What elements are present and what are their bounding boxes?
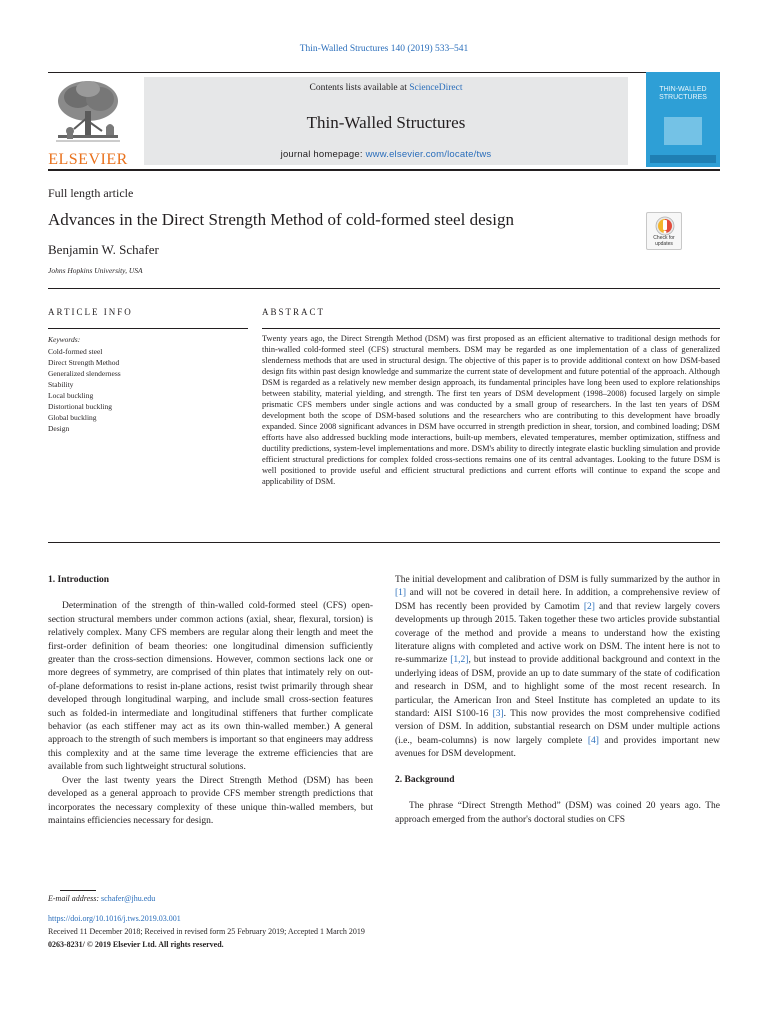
- footnote-email: [48, 894, 155, 903]
- cover-title-line2: STRUCTURES: [659, 94, 707, 101]
- journal-banner: [144, 77, 628, 165]
- keyword-item: Design: [48, 424, 70, 433]
- sciencedirect-link[interactable]: ScienceDirect: [409, 83, 463, 93]
- keyword-item: Global buckling: [48, 413, 97, 422]
- section-heading-introduction: 1. Introduction: [48, 575, 110, 585]
- reference-link-1-2[interactable]: [1,2]: [450, 655, 469, 666]
- text-span: and that review largely covers developments up through 2015. Taken together these two articles provide substantial coverage of the method and provide a means to understand how the existing literature aligns with completed and active work on DSM. The intent here is not to re-summarize: [395, 601, 720, 666]
- elsevier-tree-icon: [50, 77, 126, 149]
- abstract-heading: ABSTRACT: [262, 307, 326, 317]
- check-for-updates-label: [647, 236, 681, 247]
- text-span: and will not be covered in detail here. In addition, a comprehensive review of DSM has recently been provided by Camotim: [395, 588, 720, 612]
- footnote-rule: [60, 890, 96, 891]
- author-name[interactable]: Benjamin W. Schafer: [48, 242, 159, 257]
- journal-title: Thin-Walled Structures: [306, 113, 466, 132]
- copyright-line: 0263-8231/ © 2019 Elsevier Ltd. All rights reserved.: [48, 940, 224, 949]
- masthead: [48, 72, 720, 170]
- reference-link-1[interactable]: [1]: [395, 588, 407, 599]
- section-gap: [395, 762, 720, 774]
- intro-paragraph-2: Over the last twenty years the Direct Strength Method (DSM) has been developed as a general approach to provide CFS member strength predictions that incorporates the necessary complexity of these unique thin-walled members, but maintains efficiencies necessary for design.: [48, 775, 373, 826]
- received-dates: Received 11 December 2018; Received in revised form 25 February 2019; Accepted 1 March 2019: [48, 927, 365, 936]
- article-info-rule: [48, 328, 248, 329]
- text-span: , but instead to provide additional background and context in the underlying ideas of DSM, provide an up to date summary of the state of codification and research in DSM, and to highlight some of the most recent research. In particular, the American Iron and Steel Institute has completed an update to its standard: AISI S100-16: [395, 655, 720, 720]
- keyword-item: Direct Strength Method: [48, 358, 120, 367]
- check-for-updates-button[interactable]: [646, 212, 682, 250]
- text-span: and provides important new avenues for DSM development.: [395, 735, 720, 760]
- abstract-bottom-rule: [48, 542, 720, 543]
- doi-link[interactable]: https://doi.org/10.1016/j.tws.2019.03.001: [48, 914, 181, 923]
- elsevier-wordmark: ELSEVIER: [48, 151, 128, 168]
- check-label-line2: updates: [655, 240, 673, 247]
- article-info-top-rule: [48, 288, 720, 289]
- body-left-column: [48, 574, 373, 828]
- reference-link-4[interactable]: [4]: [587, 735, 599, 746]
- homepage-prefix: journal homepage:: [280, 149, 366, 160]
- journal-homepage-link[interactable]: www.elsevier.com/locate/tws: [365, 149, 492, 160]
- text-span: . This now provides the most comprehensive codified version of DSM. In addition, substantial research on DSM under multiple actions (i.e., beam-columns) is now largely complete: [395, 709, 720, 746]
- intro-paragraph-3: [395, 574, 720, 762]
- elsevier-logo[interactable]: [48, 75, 128, 167]
- author-affiliation: Johns Hopkins University, USA: [48, 266, 143, 275]
- keywords-list: [48, 346, 121, 434]
- section-heading-background: 2. Background: [395, 774, 455, 785]
- intro-paragraph-1: Determination of the strength of thin-walled cold-formed steel (CFS) open-section structural members under common actions (axial, shear, flexural, torsion) is relatively complex. Many CFS members are regular along their length and meet the first-order definition of beam theories: one longitudinal dimension sufficiently greater than the cross-section dimensions. However, common sections lack one or more degrees of symmetry, are comprised of thin plates that intimately rely on out-of-plane deformations to resist in-plane actions, resist twist primarily through shear developed through longitudinal warping, and include small cross-section features such as folded-in intermediate and longitudinal stiffeners that further complicate behavior (as each stiffener may act as its own thin-walled member.) A general approach to the strength of such members is important so that engineers may address this complexity and at the same time leverage the extreme efficiencies that are available from such lightweight structural solutions.: [48, 601, 373, 773]
- keyword-item: Cold-formed steel: [48, 347, 103, 356]
- journal-cover-thumbnail[interactable]: [646, 72, 720, 167]
- keywords-label: Keywords:: [48, 335, 81, 344]
- email-label: E-mail address:: [48, 894, 100, 903]
- masthead-top-rule: [48, 72, 720, 73]
- contents-available-line: [144, 83, 628, 93]
- reference-link-3[interactable]: [3]: [492, 709, 504, 720]
- cover-title: [646, 86, 720, 102]
- keyword-item: Stability: [48, 380, 74, 389]
- article-info-heading: ARTICLE INFO: [48, 307, 133, 317]
- contents-prefix: Contents lists available at: [309, 83, 410, 93]
- keyword-item: Generalized slenderness: [48, 369, 121, 378]
- journal-reference[interactable]: Thin-Walled Structures 140 (2019) 533–541: [299, 44, 469, 54]
- masthead-bottom-rule: [48, 169, 720, 171]
- journal-homepage-line: [144, 149, 628, 160]
- article-title: Advances in the Direct Strength Method of cold-formed steel design: [48, 210, 514, 229]
- reference-link-2[interactable]: [2]: [583, 601, 595, 612]
- check-for-updates-icon: [655, 216, 675, 236]
- keyword-item: Local buckling: [48, 391, 94, 400]
- text-span: The initial development and calibration of DSM is fully summarized by the author in: [395, 575, 720, 585]
- check-label-line1: Check for: [653, 235, 675, 241]
- cover-inset: [664, 117, 702, 145]
- background-paragraph-1: The phrase “Direct Strength Method” (DSM) was coined 20 years ago. The approach emerged from the author's doctoral studies on CFS: [395, 801, 720, 825]
- cover-title-line1: THIN-WALLED: [659, 86, 707, 93]
- abstract-text: Twenty years ago, the Direct Strength Method (DSM) was first proposed as an efficient alternative to traditional design methods for thin-walled cold-formed steel (CFS) structural members. DSM may be regarded as one implementation of a class of generalized slenderness methods that are used in structural design. The objective of this paper is to provide additional context on how DSM-based design fits within past design knowledge and summarize the current state of development and future potential of the approach. Although DSM is regarded as a relatively new member design approach, its fundamental principles have long been used to explore relationships between stability, material yielding, and strength. The first ten years of DSM development (1998–2008) focused largely on simple prismatic CFS members under single actions and was conducted by a small group of researchers. In the last ten years of DSM development both the scope of DSM-based solutions and the researchers who are contributing to this development have broadly expanded. Since 2008 significant advances in DSM have occurred in strength prediction in shear, torsion, and combined loading; DSM efforts have also addressed buckling mode interactions, built-up members, elevated temperatures, member optimization, stiffness and ductility predictions, system-level implementations and more. DSM's ability to directly integrate elastic buckling simulation and provide efficient structural predictions for complex folded cross-sections remains one of its central advantages. Looking to the future DSM is well positioned to provide useful and efficient structural predictions and current efforts will continue to expand the scope and applicability of DSM.: [262, 334, 720, 486]
- abstract-rule: [262, 328, 720, 329]
- keyword-item: Distortional buckling: [48, 402, 112, 411]
- article-type: Full length article: [48, 186, 134, 200]
- email-link[interactable]: schafer@jhu.edu: [101, 894, 156, 903]
- cover-bottom-bar: [650, 155, 716, 163]
- body-right-column: [395, 574, 720, 827]
